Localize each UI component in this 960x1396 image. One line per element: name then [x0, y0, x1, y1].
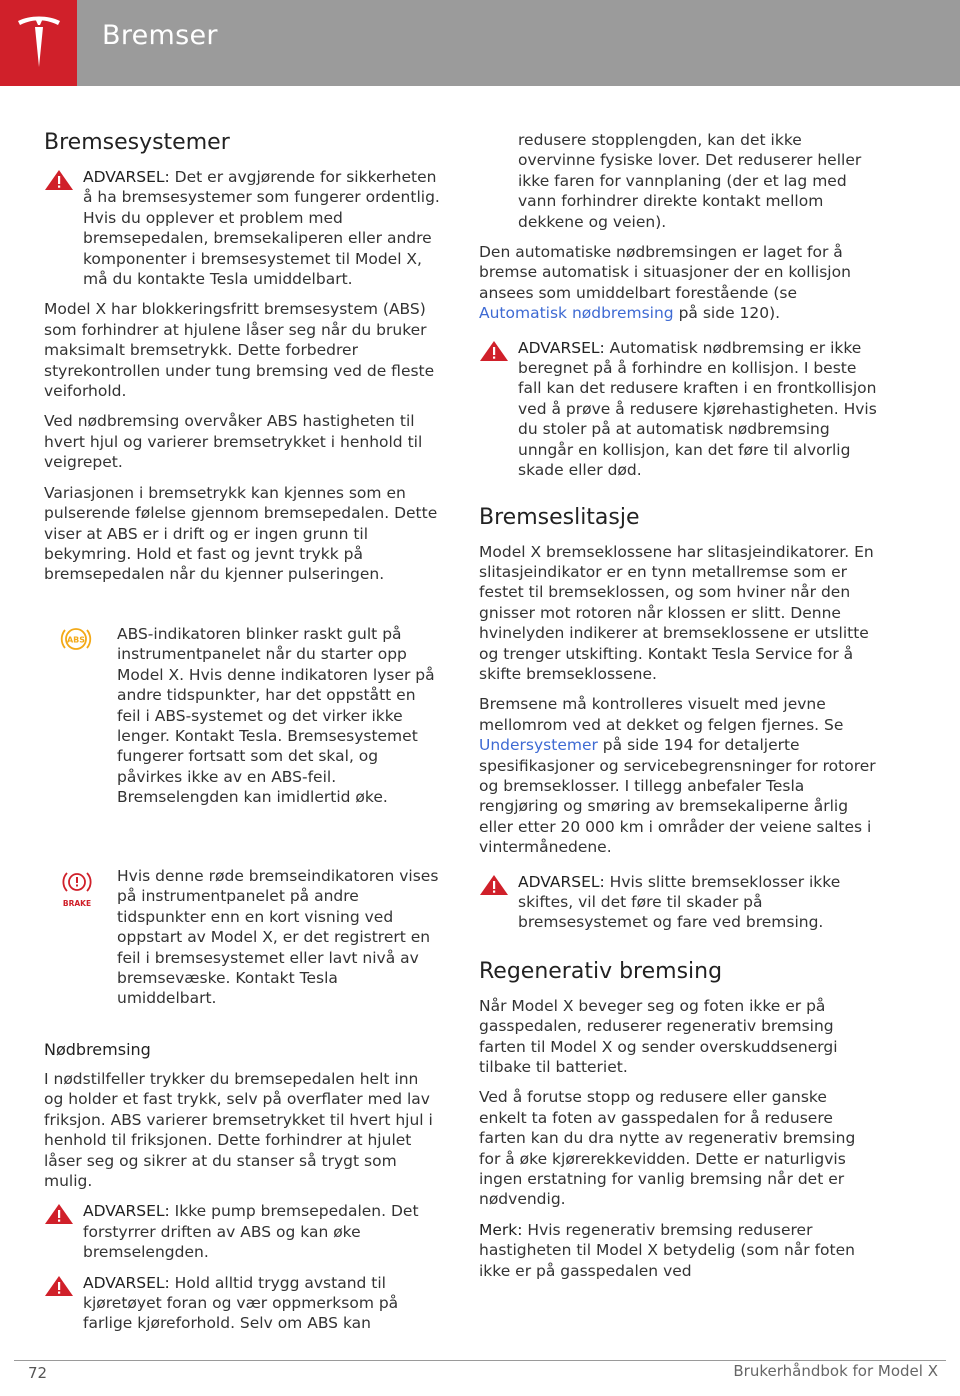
tesla-logo-icon: [16, 15, 62, 71]
warning-block: [479, 338, 877, 481]
warning-block: [479, 872, 877, 933]
warning-label: ADVARSEL:: [83, 1202, 170, 1221]
subheading-nodbremsing: Nødbremsing: [44, 1040, 151, 1059]
abs-icon-text: ABS: [66, 635, 86, 645]
brake-icon-text: BRAKE: [62, 899, 92, 908]
warning-text: Hold alltid trygg avstand til kjøretøyet foran og vær oppmerksom på farlige kjøreforhold. Selv om ABS kan: [83, 1273, 399, 1333]
paragraph-text: Bremsene må kontrolleres visuelt med jevne mellomrom ved at dekket og felgen fjernes. Se: [479, 695, 844, 734]
note-paragraph: [479, 1220, 877, 1281]
warning-block: [44, 1273, 440, 1334]
warning-icon: [44, 1275, 74, 1297]
footer-title: Brukerhåndbok for Model X: [733, 1362, 938, 1380]
page-number: 72: [28, 1364, 48, 1382]
abs-warning-icon: [59, 624, 93, 654]
warning-text: Automatisk nødbremsing er ikke beregnet på å forhindre en kollisjon. I beste fall kan det redusere kraften i en frontkollisjon ved å prøve å redusere kjørehastigheten. Hvis du stoler på at automatisk nødbremsing unngår en kollisjon, kan det føre til alvorlig skade eller død.: [518, 338, 877, 480]
tesla-logo: [0, 0, 77, 86]
warning-icon: [479, 340, 509, 362]
page-header: [0, 0, 960, 86]
warning-icon: [44, 1203, 74, 1225]
paragraph-text: på side 120).: [673, 304, 781, 323]
warning-text: Det er avgjørende for sikkerheten å ha bremsesystemer som fungerer ordentlig. Hvis du opplever et problem med bremsepedalen, bremsekaliperen eller andre komponenter i bremsesystemet til Model X, må du kontakte Tesla umiddelbart.: [83, 168, 440, 289]
paragraph: Model X har blokkeringsfritt bremsesystem (ABS) som forhindrer at hjulene låser seg når du bruker maksimalt bremsetrykk. Dette forbedrer styrekontrollen under tung bremsing ved de fleste veiforhold.: [44, 300, 435, 401]
paragraph: Når Model X beveger seg og foten ikke er på gasspedalen, reduserer regenerativ bremsing farten til Model X og sender overskuddsenergi tilbake til batteriet.: [479, 996, 838, 1077]
paragraph-text: på side 194 for detaljerte spesifikasjoner og servicebegrensninger for rotorer og bremseklosser. I tillegg anbefaler Tesla rengjøring og smøring av bremsekaliperne årlig eller etter 20 000 km i områder der veiene saltes i vintermånedene.: [479, 736, 876, 857]
warning-label: ADVARSEL:: [83, 168, 170, 186]
continued-warning-text: redusere stopplengden, kan det ikke overvinne fysiske lover. Det reduserer heller ikke faren for vannplaning (der et lag med vann forhindrer direkte kontakt mellom dekkene og veien).: [518, 131, 862, 231]
paragraph: [479, 694, 877, 857]
paragraph: [479, 242, 877, 324]
paragraph: Model X bremseklossene har slitasjeindikatorer. En slitasjeindikator er en tynn metallremse som er festet til bremseklossen, og som hviner når den gnisser mot rotoren når klossen er slitt. Denne hvinelyden indikerer at bremseklossene er utslitte og trenger utskifting. Kontakt Tesla Service for å skifte bremseklossene.: [479, 542, 874, 683]
section-heading-bremseslitasje: Bremseslitasje: [479, 504, 640, 530]
link-automatisk-nodbremsing[interactable]: Automatisk nødbremsing: [479, 304, 674, 323]
warning-text: Hvis slitte bremseklosser ikke skiftes, vil det føre til skader på bremsesystemet og fare ved bremsing.: [518, 872, 841, 932]
paragraph: Ved nødbremsing overvåker ABS hastigheten til hvert hjul og varierer bremsetrykket i henhold til veigrepet.: [44, 412, 423, 472]
note-text: Hvis regenerativ bremsing reduserer hastigheten til Model X betydelig (som når foten ikke er på gasspedalen ved: [479, 1220, 855, 1280]
warning-icon: [44, 169, 74, 191]
warning-label: ADVARSEL:: [83, 1273, 170, 1292]
paragraph: Variasjonen i bremsetrykk kan kjennes som en pulserende følelse gjennom bremsepedalen. Dette viser at ABS er i drift og er ingen grunn til bekymring. Hold et fast og jevnt trykk på bremsepedalen når du kjenner pulseringen.: [44, 483, 438, 584]
section-heading-regenerativ-bremsing: Regenerativ bremsing: [479, 958, 723, 984]
warning-label: ADVARSEL:: [518, 338, 605, 357]
abs-indicator-block: [44, 624, 440, 808]
link-undersystemer[interactable]: Undersystemer: [479, 736, 598, 755]
footer-divider: [14, 1360, 946, 1361]
abs-indicator-text: ABS-indikatoren blinker raskt gult på instrumentpanelet når du starter opp Model X. Hvis denne indikatoren lyser på andre tidspunkter, har det oppstått en feil i ABS-systemet og det virker ikke lenger. Kontakt Tesla. Bremsesystemet fungerer fortsatt som det skal, og påvirkes ikke av en ABS-feil. Bremselengden kan imidlertid øke.: [117, 625, 435, 807]
paragraph: I nødstilfeller trykker du bremsepedalen helt inn og holder et fast trykk, selv på overflater med lav friksjon. ABS varierer bremsetrykket til hvert hjul i henhold til friksjonen. Dette forhindrer at hjulet låser seg og sikrer at du stanser så trygt som mulig.: [44, 1070, 433, 1191]
paragraph: Ved å forutse stopp og redusere eller ganske enkelt ta foten av gasspedalen for å redusere farten kan du dra nytte av regenerativ bremsing for å øke kjørerekkevidden. Dette er naturligvis ingen erstatning for vanlig bremsing når det er nødvendig.: [479, 1088, 856, 1209]
section-heading-bremsesystemer: Bremsesystemer: [44, 130, 230, 155]
brake-indicator-block: [44, 866, 440, 1009]
warning-label: ADVARSEL:: [518, 872, 605, 891]
warning-block: [44, 1201, 440, 1262]
page-title: Bremser: [102, 20, 218, 51]
brake-indicator-text: Hvis denne røde bremseindikatoren vises på instrumentpanelet på andre tidspunkter enn en kort visning ved oppstart av Model X, er det registrert en feil i bremsesystemet eller lavt nivå av bremsevæske. Kontakt Tesla umiddelbart.: [117, 867, 439, 1008]
brake-warning-icon: [59, 866, 95, 908]
paragraph-text: Den automatiske nødbremsingen er laget for å bremse automatisk i situasjoner der en kollisjon ansees som umiddelbart forestående (se: [479, 243, 851, 302]
warning-text: Ikke pump bremsepedalen. Det forstyrrer driften av ABS og kan øke bremselengden.: [83, 1202, 419, 1262]
note-label: Merk:: [479, 1220, 523, 1239]
warning-icon: [479, 874, 509, 896]
warning-block: [44, 167, 440, 289]
